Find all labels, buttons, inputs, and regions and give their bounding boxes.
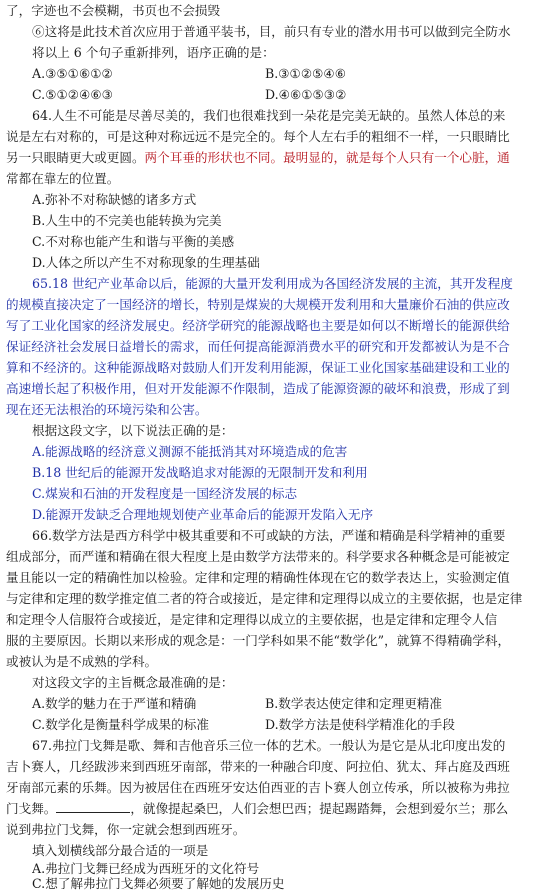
text-line: 吉卜赛人，几经跋涉来到西班牙南部，带来的一种融合印度、阿拉伯、犹太、拜占庭及西班: [6, 759, 510, 774]
question-prompt: 根据这段文字，以下说法正确的是：: [32, 423, 234, 438]
text-line: 或被认为是不成熟的学科。: [6, 654, 158, 669]
text-line: 服的主要原因。长期以来形成的观念是：一门学科如果不能“数学化”，就算不得精确学科，: [6, 633, 511, 648]
text-span: 另一只眼睛更大或更圆。: [6, 150, 145, 165]
text-line: 组成部分，而严谨和精确在很大程度上是由数学方法带来的。科学要求各种概念是可能被定: [6, 549, 510, 564]
text-line: 高速增长起了积极作用，但对开发能源不作限制，造成了能源资源的破坏和浪费，形成了到: [6, 381, 510, 396]
text-line: 了，字迹也不会模糊，书页也不会损毁: [6, 3, 221, 18]
option-a: A.弗拉门戈舞已经成为西班牙的文化符号: [32, 861, 260, 876]
text-line: 保证经济社会发展日益增长的需求，而任何提高能源消费水平的研究和开发都被认为是不合: [6, 339, 510, 354]
option-d: D.数学方法是使科学精准化的手段: [265, 717, 455, 732]
text-span: 门戈舞。: [6, 801, 57, 816]
text-line: 和定理令人信服符合或接近，是定律和定理得以成立的主要依据，也是定律和定理令人信: [6, 612, 498, 627]
question-64: 64.人生不可能是尽善尽美的，我们也很难找到一朵花是完美无缺的。虽然人体总的来: [32, 108, 506, 123]
option-a: A.③⑤①⑥①②: [32, 66, 113, 81]
option-d: D.能源开发缺乏合理地规划使产业革命后的能源开发陷入无序: [32, 507, 374, 522]
text-line: ⑥这将是此技术首次应用于普通平装书，目，前只有专业的潜水用书可以做到完全防水: [32, 24, 511, 39]
option-c: C.数学化是衡量科学成果的标准: [32, 717, 209, 732]
option-a: A.能源战略的经济意义测源不能抵消其对环境造成的危害: [32, 444, 348, 459]
question-prompt: 填入划横线部分最合适的一项是: [32, 843, 209, 858]
text-line: 算和不经济的。这种能源战略对鼓励人们开发利用能源，保证工业化国家基础建设和工业的: [6, 360, 510, 375]
text-line: 说是左右对称的，可是这种对称远远不是完全的。每个人左右手的粗细不一样，一只眼睛比: [6, 129, 510, 144]
question-prompt: 对这段文字的主旨概念最准确的是：: [32, 675, 234, 690]
option-c: C.不对称也能产生和谐与平衡的美感: [32, 234, 235, 249]
question-66: 66.数学方法是西方科学中极其重要和不可或缺的方法，严谨和精确是科学精神的重要: [32, 528, 506, 543]
options-row: [0, 693, 550, 715]
text-line: 量且能以一定的精确性加以检验。定律和定理的精确性体现在它的数学表达上，实验测定值: [6, 570, 510, 585]
option-c: C.⑤①②④⑥③: [32, 87, 113, 102]
question-67: 67.弗拉门戈舞是歌、舞和吉他音乐三位一体的艺术。一般认为是它是从北印度出发的: [32, 738, 506, 753]
text-line: 写了工业化国家的经济发展史。经济学研究的能源战略也主要是如何以不断增长的能源供给: [6, 318, 510, 333]
options-row: [0, 84, 550, 106]
option-d: D.人体之所以产生不对称现象的生理基础: [32, 255, 260, 270]
option-b: B.人生中的不完美也能转换为完美: [32, 213, 222, 228]
text-line: 现在还无法根治的环境污染和公害。: [6, 402, 208, 417]
options-row: [0, 714, 550, 736]
option-a: A.数学的魅力在于严谨和精确: [32, 696, 197, 711]
text-line: 说到弗拉门戈舞，你一定就会想到西班牙。: [6, 822, 246, 837]
option-a: A.弥补不对称缺憾的诸多方式: [32, 192, 197, 207]
option-b: B.③①②⑤④⑥: [265, 66, 346, 81]
text-line: [6, 798, 550, 820]
text-line: [6, 147, 550, 169]
option-c: C.想了解弗拉门戈舞必须要了解她的发展历史: [32, 876, 285, 891]
text-span: ，就像提起桑巴，人们会想巴西；提起踢踏舞，会想到爱尔兰；那么: [130, 801, 509, 816]
text-line: 牙南部元素的乐舞。因为被居住在西班牙安达伯西亚的吉卜赛人创立传承，所以被称为弗拉: [6, 780, 510, 795]
text-line: 的规模直接决定了一国经济的增长，特别是煤炭的大规模开发利用和大量廉价石油的供应改: [6, 297, 510, 312]
question-prompt: 将以上 6 个句子重新排列，语序正确的是：: [32, 45, 275, 60]
text-line: 与定律和定理的数学推定值二者的符合或接近，是定律和定理得以成立的主要依据，也是定律: [6, 591, 523, 606]
fill-in-blank: [56, 798, 130, 813]
options-row: [0, 63, 550, 85]
option-b: B.18 世纪后的能源开发战略追求对能源的无限制开发和利用: [32, 465, 368, 480]
highlight-span: 两个耳垂的形状也不同。最明显的，就是每个人只有一个心脏，通: [144, 150, 510, 165]
question-65: 65.18 世纪产业革命以后，能源的大量开发利用成为各国经济发展的主流，其开发程度: [32, 276, 513, 291]
text-line: 常都在靠左的位置。: [6, 171, 120, 186]
option-b: B.数学表达使定律和定理更精准: [265, 696, 442, 711]
option-d: D.④⑥①⑤③②: [265, 87, 347, 102]
option-c: C.煤炭和石油的开发程度是一国经济发展的标志: [32, 486, 298, 501]
